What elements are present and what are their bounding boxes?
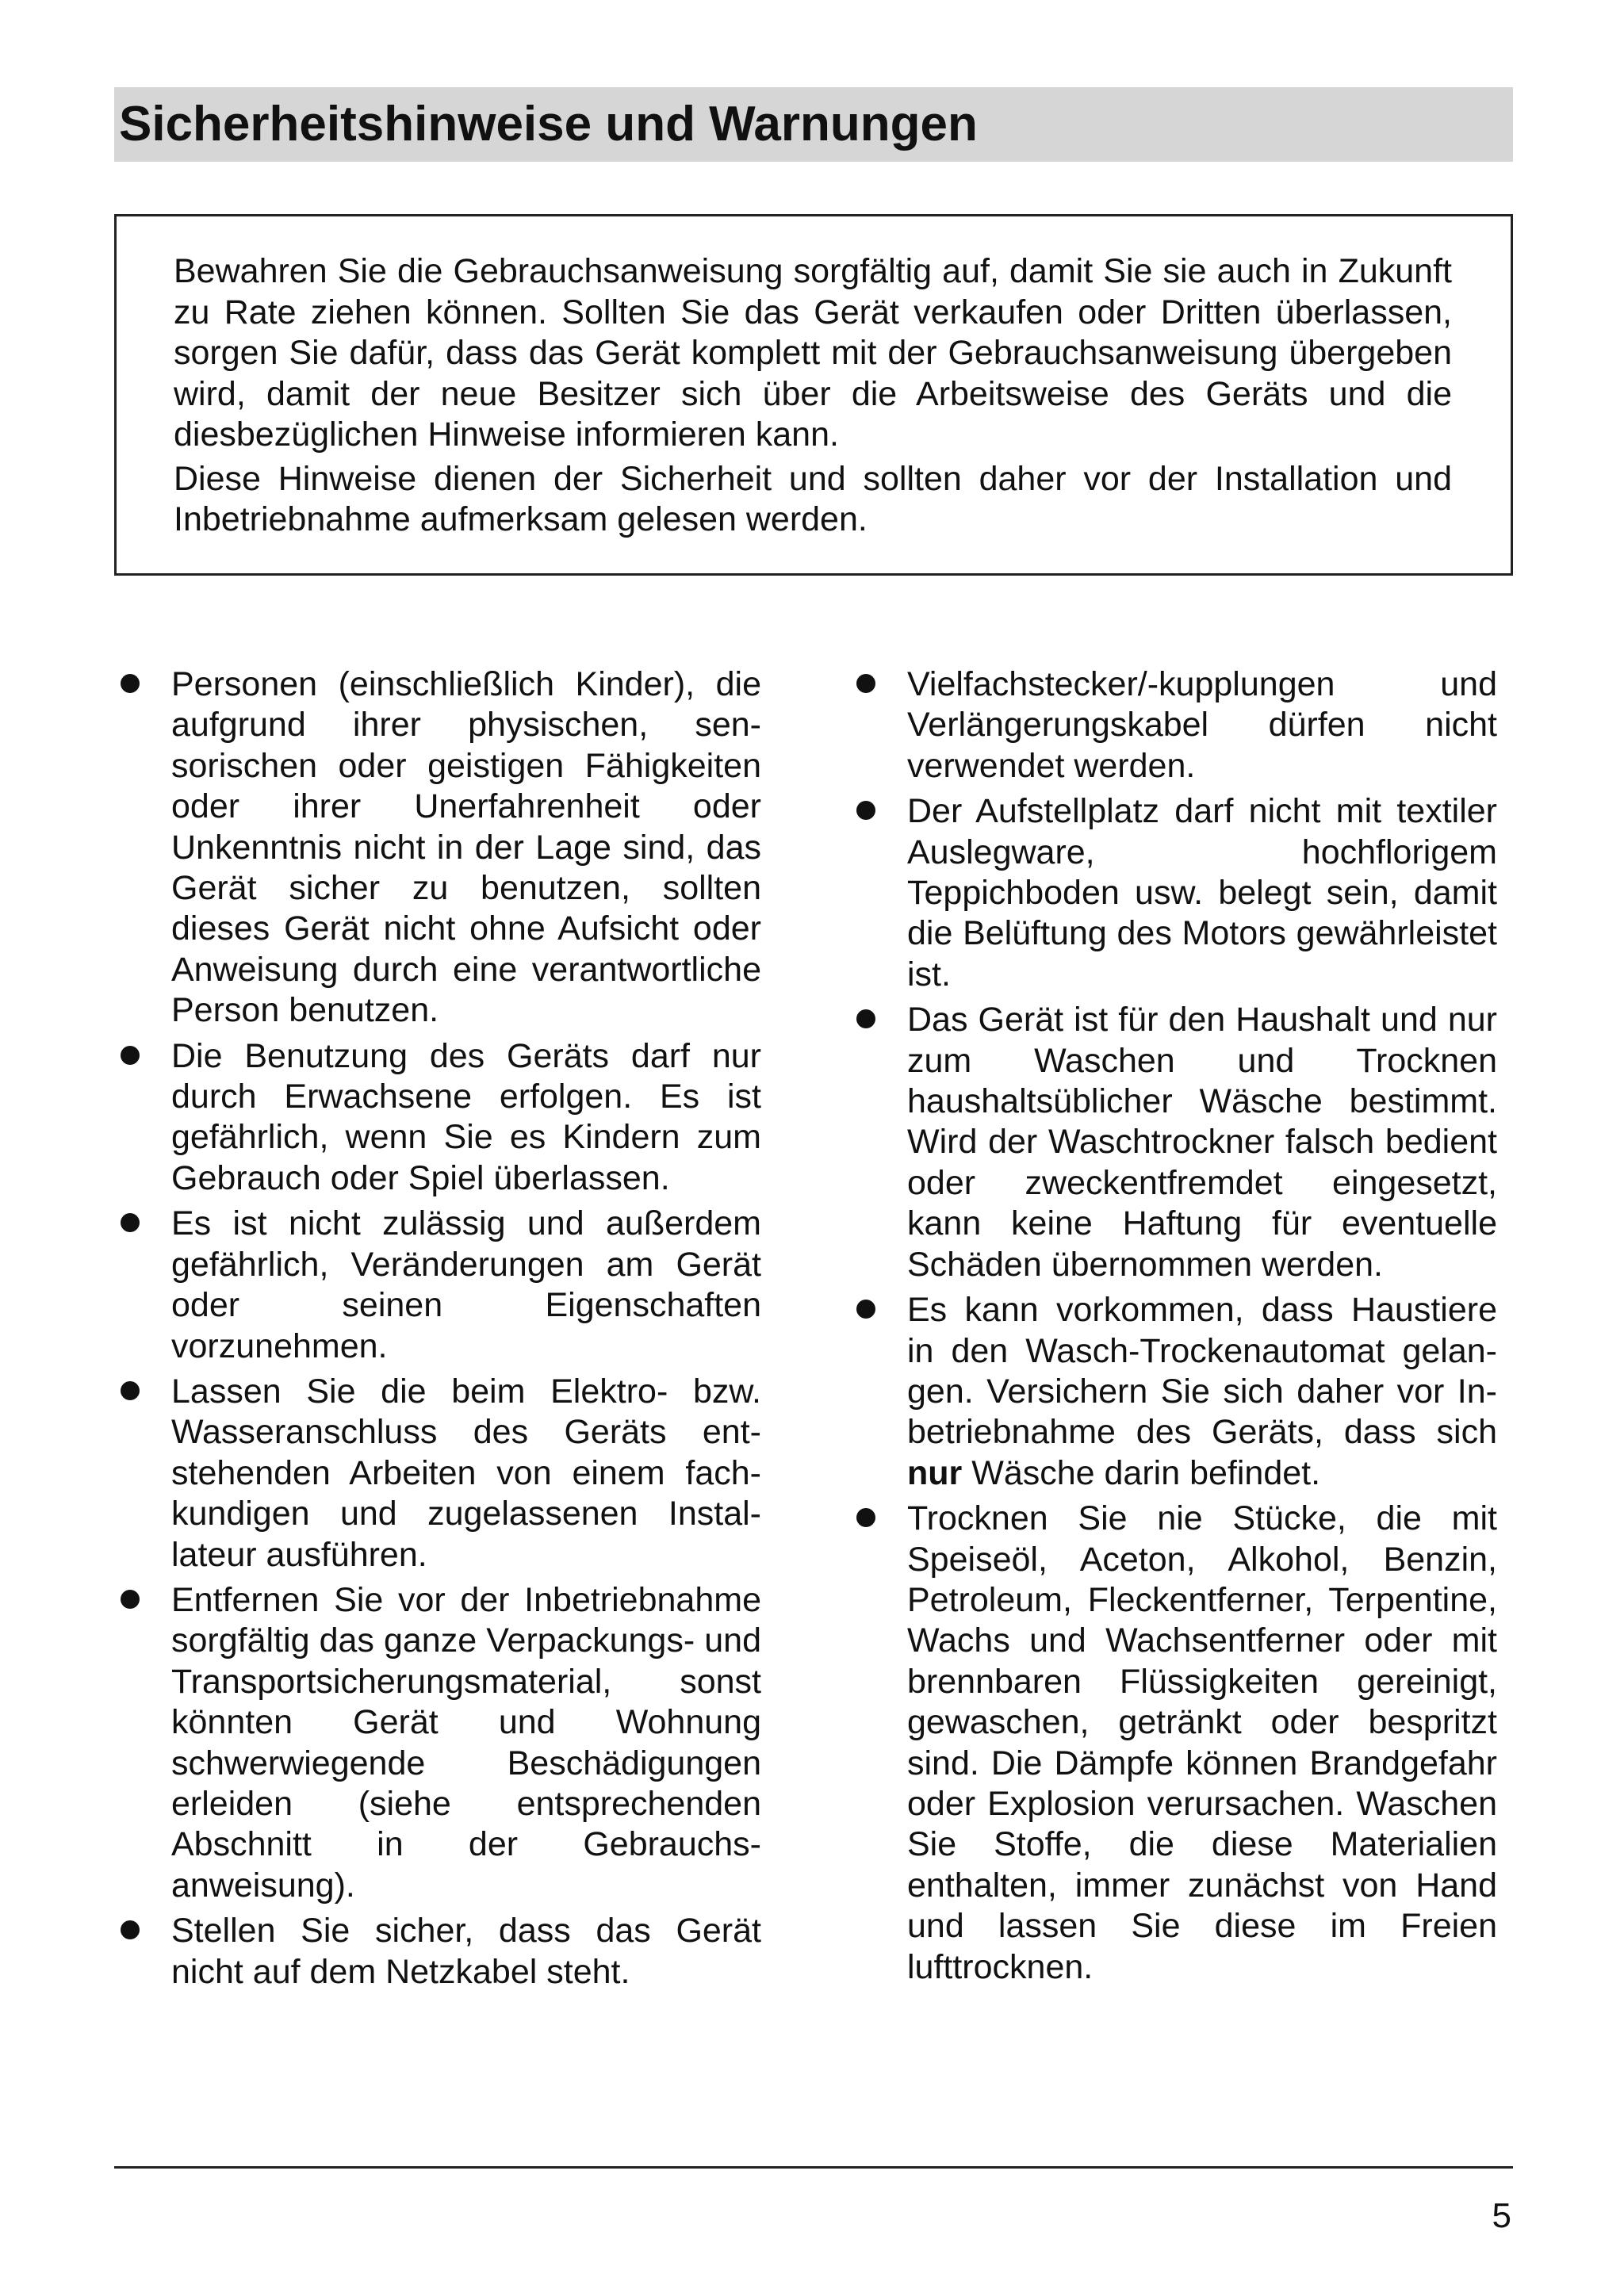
list-item	[850, 664, 1497, 787]
list-item-text: Es ist nicht zulässig und außerdem gefährlich, Veränderungen am Gerät oder seinen Eigenschaften vorzunehmen.	[171, 1204, 761, 1365]
list-item	[850, 1499, 1497, 1988]
list-item-text: Das Gerät ist für den Haushalt und nur zum Waschen und Trocknen haushaltsüblicher Wäsche bestimmt. Wird der Waschtrockner falsch bedient oder zweckentfremdet eingesetzt, kann keine Haftung für eventuelle Schäden übernommen werden.	[907, 1001, 1497, 1284]
list-item-text: Trocknen Sie nie Stücke, die mit Speiseöl, Aceton, Alkohol, Benzin, Petroleum, Fleckentferner, Terpentine, Wachs und Wachsentferner oder mit brennbaren Flüssigkeiten gereinigt, gewaschen, getränkt oder bespritzt sind. Die Dämpfe können Brandgefahr oder Explosion verursachen. Waschen Sie Stoffe, die diese Materialien enthalten, immer zunächst von Hand und lassen Sie diese im Freien lufttrocknen.	[907, 1499, 1497, 1986]
list-item-text: Die Benutzung des Geräts darf nur durch Erwachsene erfolgen. Es ist gefährlich, wenn Sie es Kindern zum Gebrauch oder Spiel überlassen.	[171, 1036, 761, 1197]
bullet-icon	[856, 1009, 875, 1028]
list-item	[850, 1000, 1497, 1285]
list-item-text-part: Wäsche darin befindet.	[971, 1453, 1321, 1492]
bullet-icon	[121, 1590, 140, 1609]
intro-paragraph: Diese Hinweise dienen der Sicherheit und sollten daher vor der Installation und Inbetriebnahme aufmerksam gelesen werden.	[174, 459, 1452, 538]
list-item-text: Vielfachstecker/-kupplungen und Verlängerungskabel dürfen nicht verwendet werden.	[907, 665, 1497, 785]
page-number: 5	[1492, 2196, 1511, 2235]
bullet-icon	[121, 674, 140, 693]
footer-divider	[114, 2166, 1513, 2169]
list-item-text: Lassen Sie die beim Elektro- bzw. Wasseranschluss des Geräts entstehenden Arbeiten von einem fachkundigen und zugelassenen Installateur ausführen.	[171, 1372, 761, 1574]
bullet-icon	[121, 1920, 140, 1939]
list-item	[114, 664, 761, 1032]
bullet-icon	[121, 1381, 140, 1400]
list-item-text	[907, 1291, 1497, 1492]
page-title: Sicherheitshinweise und Warnungen	[119, 97, 978, 151]
list-item	[114, 1204, 761, 1367]
list-item-text: Personen (einschließlich Kinder), die aufgrund ihrer physischen, sensorischen oder geistigen Fähigkeiten oder ihrer Unerfahrenheit oder Unkenntnis nicht in der Lage sind, das Gerät sicher zu benutzen, sollten dieses Gerät nicht ohne Aufsicht oder Anweisung durch eine verantwortliche Person benutzen.	[171, 665, 761, 1030]
left-column	[114, 664, 761, 1997]
intro-paragraph: Bewahren Sie die Gebrauchsanweisung sorgfältig auf, damit Sie sie auch in Zukunft zu Rate ziehen können. Sollten Sie das Gerät verkaufen oder Dritten überlassen, sorgen Sie dafür, dass das Gerät komplett mit der Gebrauchsanweisung übergeben wird, damit der neue Besitzer sich über die Arbeitsweise des Geräts und die diesbezüglichen Hinweise informieren kann.	[174, 252, 1452, 454]
bullet-icon	[856, 1300, 875, 1319]
intro-box	[114, 214, 1513, 576]
list-item	[850, 791, 1497, 995]
list-item	[114, 1911, 761, 1993]
list-item	[850, 1290, 1497, 1494]
bullet-icon	[856, 801, 875, 820]
emphasis-text: nur	[907, 1453, 963, 1492]
bullet-icon	[856, 674, 875, 693]
list-item-text: Stellen Sie sicher, dass das Gerät nicht auf dem Netzkabel steht.	[171, 1912, 761, 1991]
bullet-icon	[121, 1046, 140, 1065]
list-item	[114, 1372, 761, 1575]
bullet-icon	[856, 1508, 875, 1527]
list-item	[114, 1036, 761, 1200]
bullet-icon	[121, 1213, 140, 1232]
right-column	[850, 664, 1497, 1993]
section-header	[114, 87, 1513, 162]
list-item-text: Entfernen Sie vor der Inbetriebnahme sorgfältig das ganze Verpackungs- und Transportsicherungsmaterial, sonst könnten Gerät und Wohnung schwerwiegende Beschädigungen erleiden (siehe entsprechenden Abschnitt in der Gebrauchsanweisung).	[171, 1580, 761, 1905]
list-item-text-part: Es kann vorkommen, dass Haustiere in den Wasch-Trockenautomat gelangen. Versichern Sie sich daher vor Inbetriebnahme des Geräts, dass sich	[907, 1291, 1497, 1452]
list-item-text: Der Aufstellplatz darf nicht mit textiler Auslegware, hochflorigem Teppichboden usw. belegt sein, damit die Belüftung des Motors gewährleistet ist.	[907, 792, 1497, 993]
list-item	[114, 1580, 761, 1906]
